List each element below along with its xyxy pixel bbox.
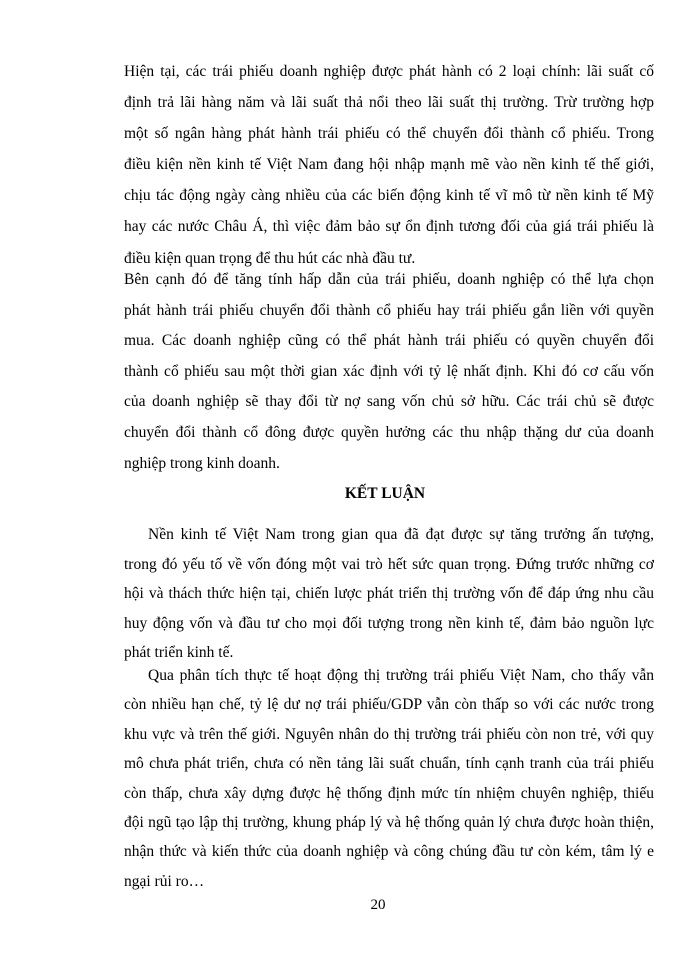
page-number: 20 [370, 897, 386, 913]
text-line: Hiện tại, các trái phiếu doanh nghiệp được phát hành có 2 loại chính: lãi suất cố [124, 63, 654, 80]
text-line: huy động vốn và đầu tư cho mọi đối tượng trong nền kinh tế, đảm bảo nguồn lực [124, 614, 654, 632]
text-line: chuyển đổi thành cổ đông được quyền hưởng các thu nhập thặng dư của doanh [124, 423, 654, 441]
text-line: trong đó yếu tố về vốn đóng một vai trò hết sức quan trọng. Đứng trước những cơ [124, 555, 654, 573]
text-line: chịu tác động ngày càng nhiều của các biến động kinh tế vĩ mô từ nền kinh tế Mỹ [124, 187, 654, 205]
text-line: Qua phân tích thực tế hoạt động thị trường trái phiếu Việt Nam, cho thấy vẫn [148, 667, 654, 684]
text-line: khu vực và trên thế giới. Nguyên nhân do thị trường trái phiếu còn non trẻ, với quy [124, 725, 654, 743]
text-line: phát hành trái phiếu chuyển đổi thành cổ phiếu hay trái phiếu gắn liền với quyền [124, 301, 654, 319]
paragraph-bond-types [124, 56, 654, 274]
text-line: mua. Các doanh nghiệp cũng có thể phát hành trái phiếu có quyền chuyển đổi [124, 332, 654, 350]
text-line: của doanh nghiệp sẽ thay đổi từ nợ sang vốn chủ sở hữu. Các trái chủ sẽ được [124, 393, 654, 411]
text-line: nghiệp trong kinh doanh. [124, 454, 280, 472]
text-line: mô chưa phát triển, chưa có nền tảng lãi suất chuẩn, tính cạnh tranh của trái phiếu [124, 755, 654, 773]
text-line: điều kiện quan trọng để thu hút các nhà đầu tư. [124, 249, 416, 267]
paragraph-conclusion-2 [124, 661, 654, 896]
text-line: thành cổ phiếu sau một thời gian xác định với tỷ lệ nhất định. Khi đó cơ cấu vốn [124, 362, 654, 380]
text-line: ngại rủi ro… [124, 872, 205, 890]
text-line: định trả lãi hàng năm và lãi suất thả nổi theo lãi suất thị trường. Trừ trường hợp [124, 94, 654, 112]
text-line: điều kiện nền kinh tế Việt Nam đang hội nhập mạnh mẽ vào nền kinh tế thế giới, [124, 156, 654, 174]
text-line: đội ngũ tạo lập thị trường, khung pháp lý và hệ thống quản lý chưa được hoàn thiện, [124, 814, 654, 832]
text-line: còn nhiều hạn chế, tỷ lệ dư nợ trái phiếu/GDP vẫn còn thấp so với các nước trong [124, 696, 654, 714]
paragraph-conclusion-1 [124, 520, 654, 668]
text-line: một số ngân hàng phát hành trái phiếu có thể chuyển đổi thành cổ phiếu. Trong [124, 125, 654, 143]
text-line: hội và thách thức hiện tại, chiến lược phát triển thị trường vốn để đáp ứng nhu cầu [124, 585, 654, 603]
paragraph-convertible-bonds [124, 265, 654, 479]
text-line: hay các nước Châu Á, thì việc đảm bảo sự ổn định tương đối của giá trái phiếu là [124, 218, 654, 236]
text-line: phát triển kinh tế. [124, 644, 234, 662]
text-line: nhận thức và kiến thức của doanh nghiệp và công chúng đầu tư còn kém, tâm lý e [124, 843, 654, 861]
text-line: còn thấp, chưa xây dựng được hệ thống định mức tín nhiệm chuyên nghiệp, thiếu [124, 784, 654, 802]
section-heading: KẾT LUẬN [344, 485, 426, 502]
text-line: Bên cạnh đó để tăng tính hấp dẫn của trái phiếu, doanh nghiệp có thể lựa chọn [124, 271, 654, 288]
text-line: Nền kinh tế Việt Nam trong gian qua đã đạt được sự tăng trưởng ấn tượng, [148, 526, 654, 543]
